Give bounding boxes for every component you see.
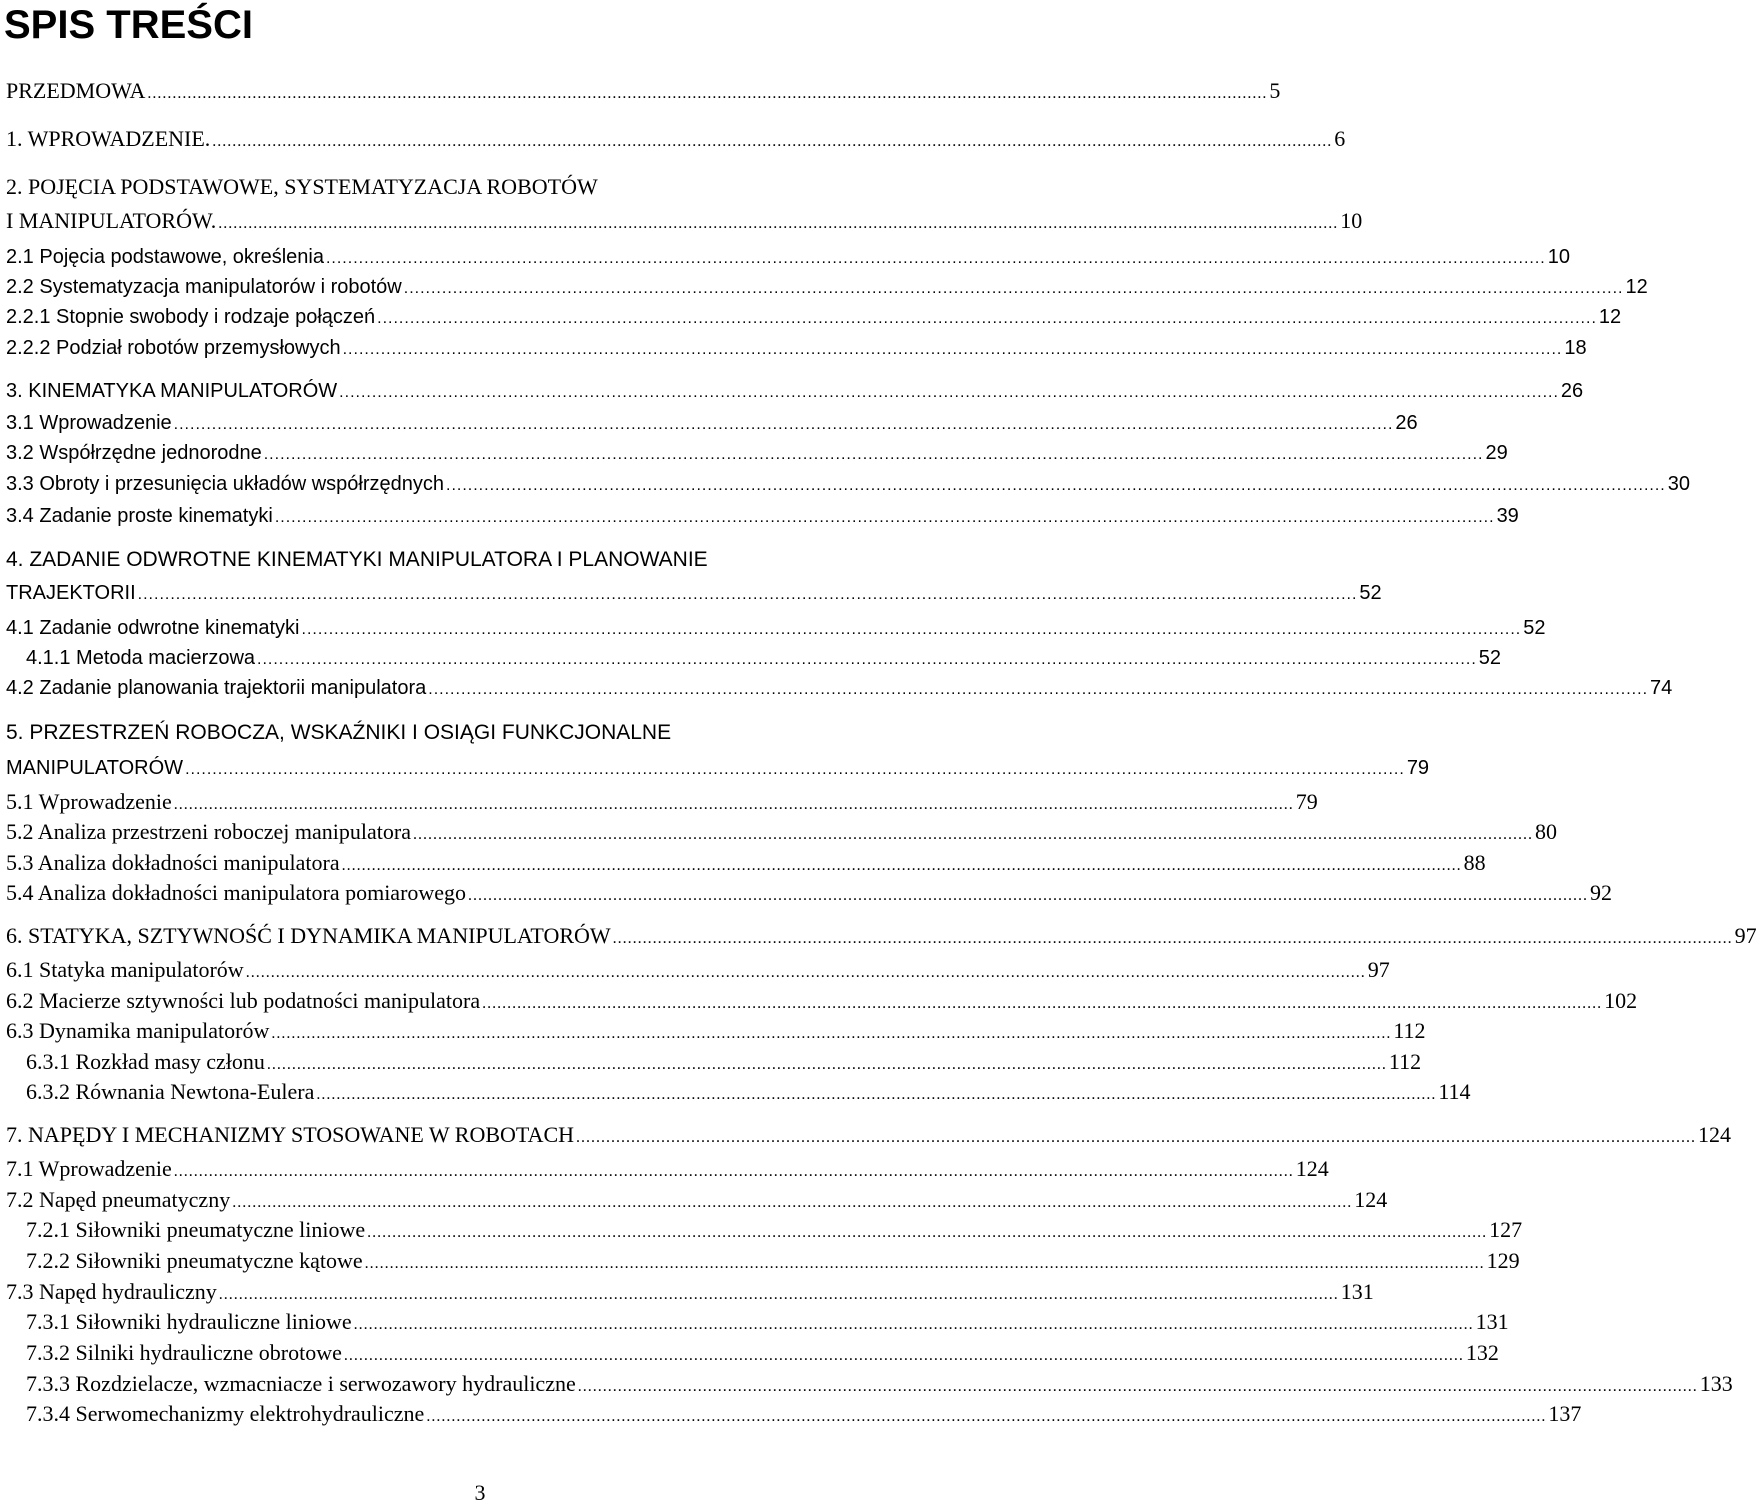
toc-leader-dots: [302, 615, 1522, 645]
toc-entry-page: 124: [1295, 1156, 1329, 1181]
toc-entry-page: 112: [1388, 1049, 1422, 1074]
toc-entry-page: 52: [1478, 647, 1502, 669]
toc-entry: [6, 1307, 1509, 1337]
toc-entry: [6, 272, 1648, 302]
toc-entry: [6, 1154, 1329, 1184]
toc-entry-label: PRZEDMOWA: [6, 78, 146, 103]
toc-entry-page: 80: [1535, 819, 1557, 844]
toc-entry-label: TRAJEKTORII: [6, 582, 136, 604]
toc-entry-page: 129: [1486, 1248, 1520, 1273]
toc-leader-dots: [275, 503, 1495, 533]
toc-leader-dots: [365, 1249, 1485, 1279]
toc-entry: [6, 1399, 1582, 1429]
toc-entry: [6, 1185, 1388, 1215]
toc-entry-label: 7.2.1 Siłowniki pneumatyczne liniowe: [26, 1217, 366, 1242]
toc-leader-dots: [482, 989, 1602, 1019]
toc-leader-dots: [219, 1280, 1339, 1310]
toc-leader-dots: [264, 440, 1484, 470]
toc-entry-page: 79: [1406, 757, 1430, 779]
toc-entry-page: 52: [1359, 582, 1382, 604]
page-number: 3: [474, 1480, 486, 1505]
toc-entry-label: 2. POJĘCIA PODSTAWOWE, SYSTEMATYZACJA ROBOTÓW: [6, 174, 598, 199]
toc-entry: [6, 206, 1363, 236]
toc-entry-page: 132: [1465, 1340, 1499, 1365]
toc-entry-label: 6.1 Statyka manipulatorów: [6, 957, 244, 982]
toc-entry-label: 6.3 Dynamika manipulatorów: [6, 1018, 270, 1043]
toc-entry-page: 137: [1548, 1401, 1582, 1426]
toc-leader-dots: [468, 881, 1588, 911]
toc-entry: [6, 1277, 1374, 1307]
toc-entry-label: 7.3.3 Rozdzielacze, wzmacniacze i serwozawory hydrauliczne: [26, 1371, 576, 1396]
toc-entry-label: 3.1 Wprowadzenie: [6, 412, 172, 434]
table-of-contents: [6, 0, 1757, 1460]
toc-entry: [6, 124, 1346, 154]
toc-leader-dots: [354, 1310, 1474, 1340]
toc-entry-label: 4. ZADANIE ODWROTNE KINEMATYKI MANIPULATORA I PLANOWANIE: [6, 548, 708, 571]
toc-entry-label: 4.1 Zadanie odwrotne kinematyki: [6, 617, 300, 639]
toc-leader-dots: [339, 378, 1559, 408]
toc-entry-label: 6.2 Macierze sztywności lub podatności manipulatora: [6, 988, 481, 1013]
toc-entry: [6, 921, 1757, 951]
toc-entry: [6, 955, 1390, 985]
toc-entry-label: 5.2 Analiza przestrzeni roboczej manipulatora: [6, 819, 411, 844]
toc-entry-page: 79: [1295, 789, 1318, 814]
toc-leader-dots: [578, 1372, 1698, 1402]
toc-entry-page: 92: [1590, 880, 1613, 905]
toc-leader-dots: [257, 645, 1477, 675]
toc-entry-page: 131: [1340, 1279, 1374, 1304]
toc-entry-page: 124: [1698, 1122, 1732, 1147]
page-title: SPIS TREŚCI: [4, 3, 253, 47]
toc-entry-page: 131: [1475, 1309, 1509, 1334]
toc-entry-page: 12: [1625, 276, 1648, 298]
toc-entry-page: 30: [1667, 473, 1690, 495]
toc-entry-page: 6: [1334, 126, 1346, 151]
toc-leader-dots: [147, 79, 1267, 109]
toc-entry: [6, 1369, 1733, 1399]
toc-entry-label: 2.2.2 Podział robotów przemysłowych: [6, 337, 341, 359]
toc-entry: [6, 469, 1690, 499]
toc-leader-dots: [367, 1218, 1487, 1248]
toc-leader-dots: [271, 1019, 1391, 1049]
toc-entry-label: 1. WPROWADZENIE.: [6, 126, 211, 151]
toc-entry-label: 2.1 Pojęcia podstawowe, określenia: [6, 246, 324, 268]
toc-entry: [6, 501, 1519, 531]
toc-entry-label: 5.4 Analiza dokładności manipulatora pomiarowego: [6, 880, 467, 905]
toc-leader-dots: [343, 335, 1563, 365]
toc-leader-dots: [326, 244, 1546, 274]
toc-entry: [6, 76, 1281, 106]
toc-leader-dots: [232, 1188, 1352, 1218]
toc-entry: [6, 643, 1502, 673]
toc-leader-dots: [426, 1402, 1546, 1432]
toc-entry-page: 39: [1496, 505, 1519, 527]
toc-entry-page: 74: [1650, 677, 1673, 699]
toc-entry: [6, 1047, 1422, 1077]
toc-entry: [6, 986, 1638, 1016]
toc-entry-label: 6. STATYKA, SZTYWNOŚĆ I DYNAMIKA MANIPULATORÓW: [6, 923, 611, 948]
toc-entry-page: 97: [1734, 923, 1757, 948]
toc-entry: [6, 673, 1673, 703]
toc-entry-label: 6.3.2 Równania Newtona-Eulera: [26, 1079, 315, 1104]
toc-leader-dots: [212, 127, 1332, 157]
toc-entry-page: 5: [1269, 78, 1281, 103]
toc-leader-dots: [344, 1341, 1464, 1371]
toc-leader-dots: [404, 274, 1624, 304]
toc-leader-dots: [342, 851, 1462, 881]
toc-leader-dots: [413, 820, 1533, 850]
toc-entry-label: 5. PRZESTRZEŃ ROBOCZA, WSKAŹNIKI I OSIĄGI FUNKCJONALNE: [6, 721, 672, 744]
toc-entry-page: 114: [1438, 1079, 1471, 1104]
toc-entry: [6, 302, 1622, 332]
toc-entry-page: 18: [1564, 337, 1587, 359]
toc-entry-label: 4.1.1 Metoda macierzowa: [26, 647, 256, 669]
toc-entry: [6, 333, 1587, 363]
toc-leader-dots: [174, 790, 1294, 820]
toc-entry-label: 2.2.1 Stopnie swobody i rodzaje połączeń: [6, 306, 376, 328]
toc-entry-page: 29: [1485, 442, 1508, 464]
toc-entry-label: I MANIPULATORÓW.: [6, 208, 217, 233]
toc-entry-label: MANIPULATORÓW: [6, 757, 184, 779]
toc-entry-label: 7.1 Wprowadzenie: [6, 1156, 172, 1181]
toc-entry-label: 5.3 Analiza dokładności manipulatora: [6, 850, 340, 875]
toc-entry: [6, 1016, 1426, 1046]
toc-entry-page: 97: [1367, 957, 1390, 982]
toc-entry-page: 133: [1699, 1371, 1733, 1396]
toc-leader-dots: [377, 304, 1597, 334]
toc-entry-label: 7.3.4 Serwomechanizmy elektrohydrauliczne: [26, 1401, 425, 1426]
toc-entry-label: 7.3.2 Silniki hydrauliczne obrotowe: [26, 1340, 342, 1365]
toc-entry: [6, 1077, 1471, 1107]
toc-leader-dots: [613, 924, 1733, 954]
toc-entry: [6, 438, 1508, 468]
toc-entry-label: 5.1 Wprowadzenie: [6, 789, 172, 814]
toc-entry: [6, 1246, 1520, 1276]
toc-leader-dots: [138, 580, 1358, 610]
toc-entry-label: 6.3.1 Rozkład masy członu: [26, 1049, 265, 1074]
toc-entry-page: 26: [1560, 380, 1584, 402]
toc-entry: [6, 848, 1486, 878]
toc-entry-page: 88: [1463, 850, 1486, 875]
toc-entry: [6, 787, 1318, 817]
toc-entry: [6, 1120, 1732, 1150]
toc-entry-page: 26: [1395, 412, 1418, 434]
toc-leader-dots: [316, 1080, 1436, 1110]
toc-entry: [6, 753, 1430, 783]
toc-entry-label: 7.3 Napęd hydrauliczny: [6, 1279, 217, 1304]
toc-entry-page: 112: [1393, 1018, 1426, 1043]
toc-entry: [6, 1338, 1499, 1368]
toc-entry-label: 3.2 Współrzędne jednorodne: [6, 442, 262, 464]
toc-entry: [6, 408, 1418, 438]
toc-entry-page: 124: [1354, 1187, 1388, 1212]
toc-entry-label: 2.2 Systematyzacja manipulatorów i robotów: [6, 276, 402, 298]
toc-entry-label: 4.2 Zadanie planowania trajektorii manipulatora: [6, 677, 427, 699]
toc-entry: [6, 1215, 1523, 1245]
toc-entry-page: 12: [1598, 306, 1622, 328]
toc-entry: [6, 376, 1584, 406]
toc-entry: [6, 242, 1570, 272]
toc-entry-page: 10: [1547, 246, 1570, 268]
toc-leader-dots: [185, 755, 1405, 785]
toc-leader-dots: [446, 471, 1666, 501]
toc-leader-dots: [267, 1050, 1387, 1080]
toc-leader-dots: [174, 1157, 1294, 1187]
toc-leader-dots: [428, 675, 1648, 705]
toc-entry: [6, 578, 1382, 608]
toc-entry: [6, 817, 1557, 847]
toc-entry-label: 7.3.1 Siłowniki hydrauliczne liniowe: [26, 1309, 352, 1334]
toc-entry-page: 10: [1340, 208, 1363, 233]
toc-entry-label: 7.2.2 Siłowniki pneumatyczne kątowe: [26, 1248, 363, 1273]
toc-entry-label: 3.4 Zadanie proste kinematyki: [6, 505, 273, 527]
toc-leader-dots: [218, 209, 1338, 239]
toc-entry-page: 52: [1523, 617, 1546, 639]
toc-entry-label: 3. KINEMATYKA MANIPULATORÓW: [6, 380, 338, 402]
toc-entry-page: 127: [1489, 1217, 1523, 1242]
toc-entry-label: 7.2 Napęd pneumatyczny: [6, 1187, 231, 1212]
toc-leader-dots: [174, 410, 1394, 440]
toc-leader-dots: [576, 1123, 1696, 1153]
toc-entry: [6, 878, 1613, 908]
toc-entry: [6, 613, 1546, 643]
toc-entry-label: 3.3 Obroty i przesunięcia układów współrzędnych: [6, 473, 444, 495]
toc-leader-dots: [246, 958, 1366, 988]
toc-entry-page: 102: [1604, 988, 1638, 1013]
toc-entry-label: 7. NAPĘDY I MECHANIZMY STOSOWANE W ROBOTACH: [6, 1122, 575, 1147]
